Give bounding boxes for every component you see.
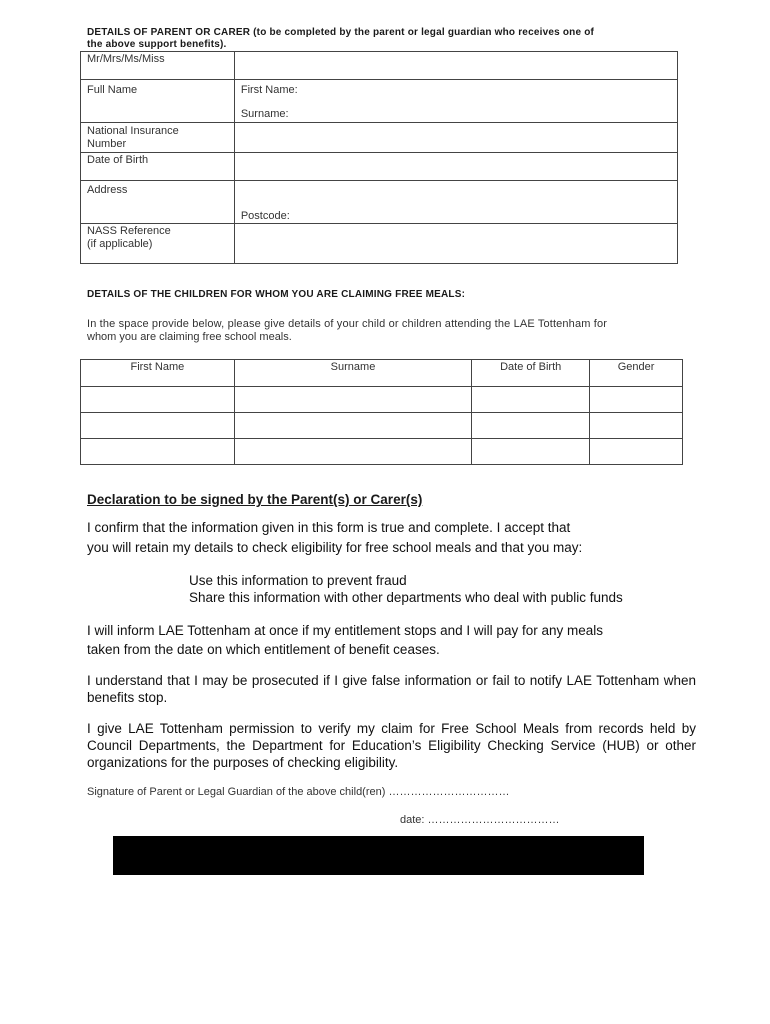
ni-label-line2: Number <box>87 138 127 150</box>
redaction-bar <box>113 836 644 875</box>
parent-heading-line2: the above support benefits). <box>87 39 227 50</box>
nass-field[interactable] <box>234 224 677 264</box>
child-3-surname-field[interactable] <box>234 439 472 465</box>
parent-heading-line1: DETAILS OF PARENT OR CARER (to be completed by the parent or legal guardian who receives one of <box>87 27 595 38</box>
children-intro-line2: whom you are claiming free school meals. <box>87 331 292 343</box>
dob-field[interactable] <box>234 153 677 181</box>
ni-label <box>81 123 235 153</box>
child-3-first-name-field[interactable] <box>81 439 235 465</box>
child-2-dob-field[interactable] <box>472 413 590 439</box>
col-surname: Surname <box>234 360 472 387</box>
col-first-name: First Name <box>81 360 235 387</box>
child-1-surname-field[interactable] <box>234 387 472 413</box>
postcode-label: Postcode: <box>240 210 290 222</box>
address-field[interactable] <box>234 181 677 224</box>
child-1-gender-field[interactable] <box>590 387 683 413</box>
children-intro-line1: In the space provide below, please give details of your child or children attending the LAE Tottenham for <box>87 318 608 330</box>
surname-label: Surname: <box>240 108 289 120</box>
children-table <box>80 359 683 465</box>
date-line[interactable]: date: ……………………………… <box>400 814 560 826</box>
bullet-share-information: Share this information with other departments who deal with public funds <box>189 590 623 605</box>
signature-line[interactable]: Signature of Parent or Legal Guardian of the above child(ren) …………………………… <box>87 786 510 798</box>
ni-row <box>81 123 678 153</box>
ni-field[interactable] <box>234 123 677 153</box>
table-row <box>81 387 683 413</box>
children-table-header <box>81 360 683 387</box>
title-label: Mr/Mrs/Ms/Miss <box>81 52 235 80</box>
children-intro <box>87 318 699 344</box>
child-2-surname-field[interactable] <box>234 413 472 439</box>
first-name-label: First Name: <box>240 84 298 96</box>
table-row <box>81 439 683 465</box>
dob-label: Date of Birth <box>81 153 235 181</box>
nass-label-line1: NASS Reference <box>87 225 171 237</box>
para2-line2: taken from the date on which entitlement of benefit ceases. <box>87 642 440 657</box>
declaration-para1 <box>87 519 707 556</box>
bullet-prevent-fraud: Use this information to prevent fraud <box>189 573 407 588</box>
col-gender: Gender <box>590 360 683 387</box>
title-field[interactable] <box>234 52 677 80</box>
dob-row <box>81 153 678 181</box>
nass-row <box>81 224 678 264</box>
child-3-dob-field[interactable] <box>472 439 590 465</box>
nass-label <box>81 224 235 264</box>
para2-line1: I will inform LAE Tottenham at once if my entitlement stops and I will pay for any meals <box>87 623 603 638</box>
full-name-row <box>81 80 678 123</box>
parent-details-table <box>80 51 678 264</box>
col-date-of-birth: Date of Birth <box>472 360 590 387</box>
full-name-field[interactable] <box>234 80 677 123</box>
child-1-dob-field[interactable] <box>472 387 590 413</box>
children-section-heading: DETAILS OF THE CHILDREN FOR WHOM YOU ARE CLAIMING FREE MEALS: <box>87 289 466 300</box>
ni-label-line1: National Insurance <box>87 125 179 137</box>
para1-line2: you will retain my details to check eligibility for free school meals and that you may: <box>87 540 583 555</box>
table-row <box>81 413 683 439</box>
child-1-first-name-field[interactable] <box>81 387 235 413</box>
child-2-gender-field[interactable] <box>590 413 683 439</box>
address-label: Address <box>81 181 235 224</box>
declaration-para2 <box>87 622 707 658</box>
parent-section-heading <box>87 27 687 51</box>
para1-line1: I confirm that the information given in this form is true and complete. I accept that <box>87 520 571 535</box>
declaration-title: Declaration to be signed by the Parent(s) or Carer(s) <box>87 492 423 507</box>
declaration-para3: I understand that I may be prosecuted if I give false information or fail to notify LAE Tottenham when benefits stop. <box>87 673 696 705</box>
full-name-label: Full Name <box>81 80 235 123</box>
child-3-gender-field[interactable] <box>590 439 683 465</box>
title-row <box>81 52 678 80</box>
nass-label-line2: (if applicable) <box>87 238 153 250</box>
declaration-bullets <box>189 572 709 606</box>
address-row <box>81 181 678 224</box>
child-2-first-name-field[interactable] <box>81 413 235 439</box>
declaration-para4: I give LAE Tottenham permission to verify my claim for Free School Meals from records held by Council Departments, the Department for Education’s Eligibility Checking Service (HUB) or other organizations for the purposes of checking eligibility. <box>87 721 696 770</box>
